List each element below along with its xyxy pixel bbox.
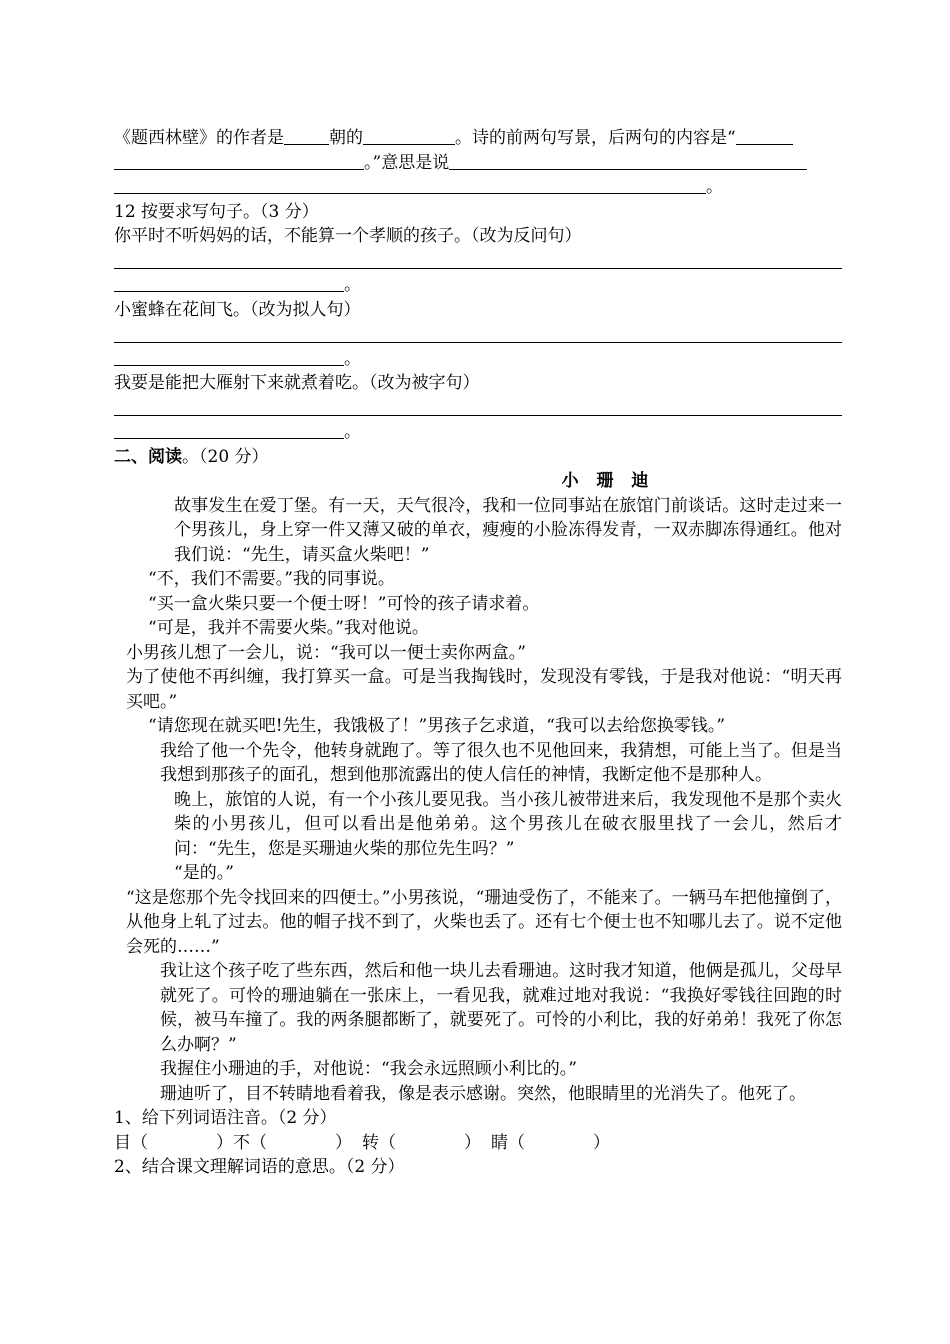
story-paragraph: 我让这个孩子吃了些东西，然后和他一块儿去看珊迪。这时我才知道，他俩是孤儿，父母早就死了。可怜的珊迪躺在一张床上，一看见我，就难过地对我说：“我换好零钱往回跑的时候，被马车撞了。我的两条腿都断了，就要死了。可怜的小利比，我的好弟弟！我死了你怎么办啊？” bbox=[160, 961, 842, 1055]
q12-sentence-3: 我要是能把大雁射下来就煮着吃。（改为被字句） bbox=[114, 373, 480, 393]
content-blank-a[interactable] bbox=[736, 126, 793, 145]
story-paragraph: “不，我们不需要。”我的同事说。 bbox=[148, 569, 395, 589]
char-zhuan: 转 bbox=[362, 1132, 379, 1153]
story-paragraph: “可是，我并不需要火柴。”我对他说。 bbox=[148, 618, 429, 638]
story-paragraph: 珊迪听了，目不转睛地看着我，像是表示感谢。突然，他眼睛里的光消失了。他死了。 bbox=[160, 1083, 806, 1104]
pinyin-answer-1[interactable]: （ ） bbox=[131, 1132, 233, 1153]
answer-blank[interactable] bbox=[114, 347, 344, 366]
poem-text-3: 。诗的前两句写景，后两句的内容是“ bbox=[455, 128, 736, 148]
poem-question-line-3 bbox=[114, 175, 842, 200]
story-paragraph: “是的。” bbox=[174, 863, 234, 883]
q12-answer-line-1b: 。 bbox=[114, 273, 842, 298]
poem-text-1: 《题西林壁》的作者是 bbox=[114, 128, 284, 148]
pinyin-answer-2[interactable]: （ ） bbox=[250, 1132, 352, 1153]
reading-heading-label: 二、阅读 bbox=[114, 446, 182, 467]
q12-sentence-1: 你平时不听妈妈的话，不能算一个孝顺的孩子。（改为反问句） bbox=[114, 226, 582, 246]
meaning-blank-b[interactable] bbox=[114, 175, 706, 194]
reading-q2: 2、结合课文理解词语的意思。（2 分） bbox=[114, 1157, 405, 1177]
q12-answer-line-1a[interactable] bbox=[114, 249, 842, 274]
story-paragraph: 我握住小珊迪的手，对他说：“我会永远照顾小利比的。” bbox=[160, 1059, 577, 1079]
story-title: 小 珊 迪 bbox=[561, 471, 655, 491]
char-mu: 目 bbox=[114, 1132, 131, 1153]
q12-answer-line-2b: 。 bbox=[114, 347, 842, 372]
answer-blank[interactable] bbox=[114, 273, 344, 292]
poem-text-5: 。 bbox=[706, 177, 723, 197]
pinyin-answer-4[interactable]: （ ） bbox=[508, 1132, 610, 1153]
char-bu: 不 bbox=[233, 1132, 250, 1153]
poem-question-line-2 bbox=[114, 151, 842, 176]
pinyin-answer-3[interactable]: （ ） bbox=[379, 1132, 481, 1153]
reading-q1: 1、给下列词语注音。（2 分） bbox=[114, 1108, 337, 1128]
story-paragraph: 小男孩儿想了一会儿，说：“我可以一便士卖你两盒。” bbox=[126, 642, 526, 663]
reading-heading-score: 。（20 分） bbox=[182, 446, 269, 467]
story-paragraph: “请您现在就买吧!先生，我饿极了！”男孩子乞求道，“我可以去给您换零钱。” bbox=[148, 716, 726, 736]
q12-answer-line-2a[interactable] bbox=[114, 322, 842, 347]
meaning-blank-a[interactable] bbox=[449, 151, 807, 170]
author-blank[interactable] bbox=[363, 126, 455, 145]
reading-heading bbox=[114, 445, 842, 470]
story-paragraph: “这是您那个先令找回来的四便士。”小男孩说，“珊迪受伤了，不能来了。一辆马车把他撞倒了，从他身上轧了过去。他的帽子找不到了，火柴也丢了。还有七个便士也不知哪儿去了。说不定他会死的……” bbox=[126, 887, 842, 957]
story-paragraph: 我给了他一个先令，他转身就跑了。等了很久也不见他回来，我猜想，可能上当了。但是当我想到那孩子的面孔，想到他那流露出的使人信任的神情，我断定他不是那种人。 bbox=[160, 740, 842, 785]
story-paragraph: “买一盒火柴只要一个便士呀！”可怜的孩子请求着。 bbox=[148, 593, 540, 614]
pinyin-row bbox=[114, 1131, 842, 1156]
char-jing: 睛 bbox=[491, 1132, 508, 1153]
poem-text-2: 朝的 bbox=[329, 128, 363, 148]
content-blank-b[interactable] bbox=[114, 151, 364, 170]
dynasty-blank[interactable] bbox=[284, 126, 329, 145]
story-paragraph: 故事发生在爱丁堡。有一天，天气很冷，我和一位同事站在旅馆门前谈话。这时走过来一个男孩儿，身上穿一件又薄又破的单衣，瘦瘦的小脸冻得发青，一双赤脚冻得通红。他对我们说：“先生，请买盒火柴吧！” bbox=[174, 495, 842, 565]
q12-title: 12 按要求写句子。（3 分） bbox=[114, 201, 319, 222]
q12-answer-line-3a[interactable] bbox=[114, 396, 842, 421]
q12-answer-line-3b: 。 bbox=[114, 420, 842, 445]
answer-blank[interactable] bbox=[114, 420, 344, 439]
worksheet-page bbox=[114, 126, 842, 1180]
poem-text-4: 。”意思是说 bbox=[364, 152, 450, 173]
q12-sentence-2: 小蜜蜂在花间飞。（改为拟人句） bbox=[114, 299, 361, 320]
story-paragraph: 晚上，旅馆的人说，有一个小孩儿要见我。当小孩儿被带进来后，我发现他不是那个卖火柴的小男孩儿，但可以看出是他弟弟。这个男孩儿在破衣服里找了一会儿，然后才问：“先生，您是买珊迪火柴的那位先生吗？” bbox=[174, 789, 842, 859]
poem-question-line-1 bbox=[114, 126, 842, 151]
story-paragraph: 为了使他不再纠缠，我打算买一盒。可是当我掏钱时，发现没有零钱，于是我对他说：“明天再买吧。” bbox=[126, 667, 842, 712]
